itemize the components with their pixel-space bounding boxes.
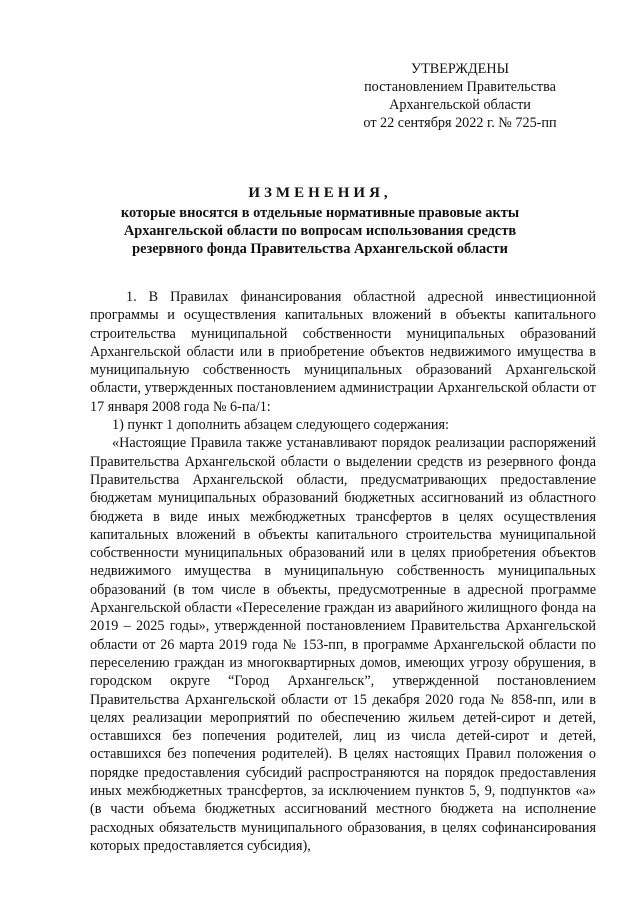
paragraph-subitem: 1) пункт 1 дополнить абзацем следующего содержания: [112,417,449,434]
approval-title: УТВЕРЖДЕНЫ [411,61,509,77]
heading-line: которые вносятся в отдельные нормативные правовые акты [120,205,520,221]
document-body [90,288,596,855]
document-heading [60,184,580,258]
approval-stamp [360,60,560,132]
paragraph-1: 1. В Правилах финансирования областной адресной инвестиционной программы и осуществления капитальных вложений в объекты капитального строительства муниципальной собственности муниципальных образований Архангельской области или в приобретение объектов недвижимого имущества в муниципальную собственность муниципальных образований Архангельской области, утвержденных постановлением администрации Архангельской области от 17 января 2008 года № 6-па/1: [90,289,596,415]
approval-line: постановлением Правительства [364,79,556,95]
paragraph-quote: «Настоящие Правила также устанавливают порядок реализации распоряжений Правительства Архангельской области о выделении средств из резервного фонда Правительства Архангельской области, предусматривающих предоставление бюджетам муниципальных образований бюджетных ассигнований из областного бюджета в виде иных межбюджетных трансфертов в целях осуществления капитальных вложений в объекты капитального строительства муниципальной собственности муниципальных образований или в целях приобретения объектов недвижимого имущества в муниципальную собственность муниципальных образований (в том числе в объекты, предусмотренные в адресной программе Архангельской области «Переселение граждан из аварийного жилищного фонда на 2019 – 2025 годы», утвержденной постановлением Правительства Архангельской области от 26 марта 2019 года № 153-пп, в программе Архангельской области по переселению граждан из многоквартирных домов, имеющих угрозу обрушения, в городском округе “Город Архангельск”, утвержденной постановлением Правительства Архангельской области от 15 декабря 2020 года № 858-пп, или в целях реализации мероприятий по обеспечению жильем детей-сирот и детей, оставшихся без попечения родителей, лиц из числа детей-сирот и детей, оставшихся без попечения родителей). В целях настоящих Правил положения о порядке предоставления субсидий распространяются на порядок предоставления иных межбюджетных трансфертов, за исключением пунктов 5, 9, подпунктов «а» (в части объема бюджетных ассигнований местного бюджета на исполнение расходных обязательств муниципального образования, в целях софинансирования которых предоставляется субсидия), [90,435,596,854]
approval-date: от 22 сентября 2022 г. № 725-пп [363,115,557,131]
heading-line: Архангельской области по вопросам использования средств [123,223,517,239]
approval-line: Архангельской области [389,97,531,113]
document-title: ИЗМЕНЕНИЯ, [248,185,392,201]
heading-line: резервного фонда Правительства Архангельской области [132,241,508,257]
